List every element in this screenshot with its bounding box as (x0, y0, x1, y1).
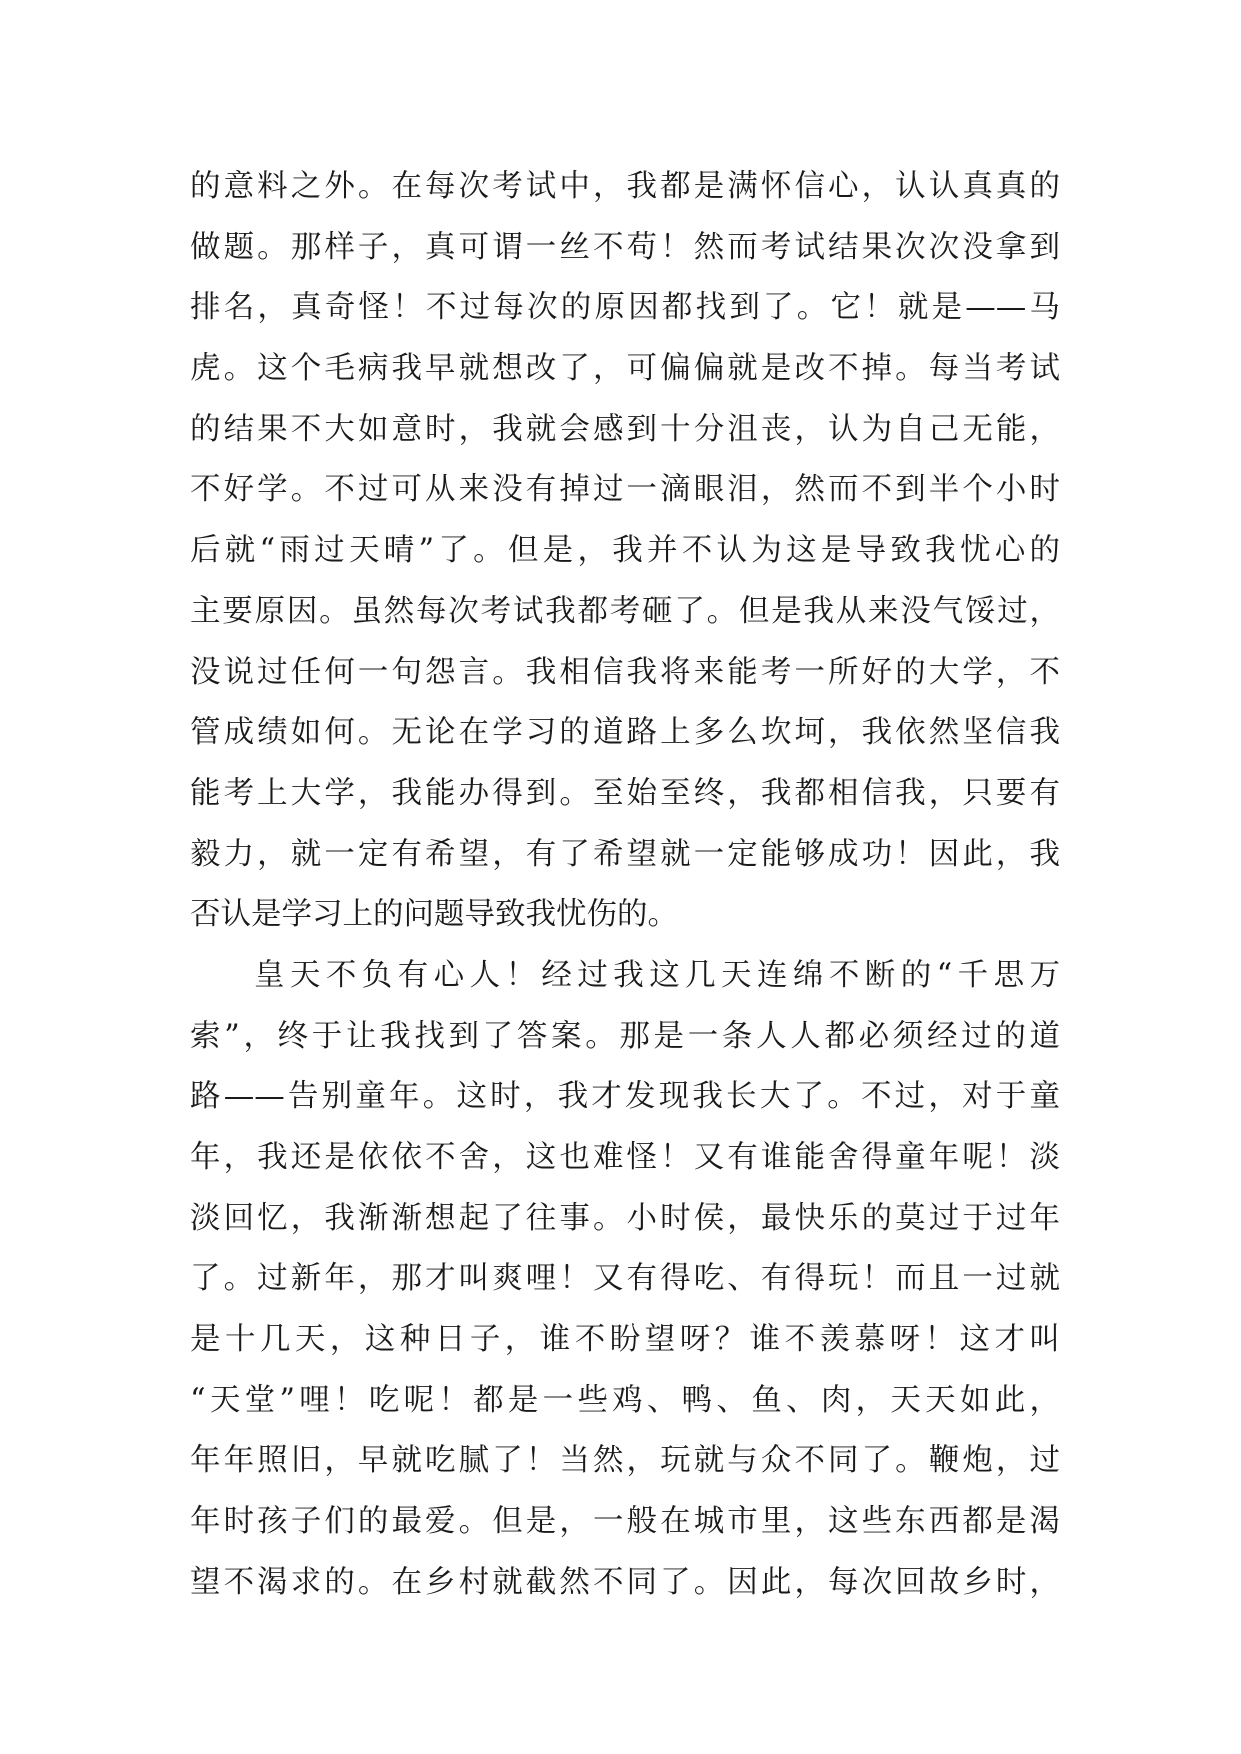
paragraph-1 (190, 157, 1060, 946)
text-line: 排名，真奇怪！不过每次的原因都找到了。它！就是——马 (190, 290, 1060, 326)
text-line: 了。过新年，那才叫爽哩！又有得吃、有得玩！而且一过就 (190, 1261, 1060, 1297)
text-line: 年年照旧，早就吃腻了！当然，玩就与众不同了。鞭炮，过 (190, 1443, 1060, 1479)
text-line: 管成绩如何。无论在学习的道路上多么坎坷，我依然坚信我 (190, 715, 1060, 751)
text-line: 否认是学习上的问题导致我忧伤的。 (190, 897, 678, 933)
text-line: 皇天不负有心人！经过我这几天连绵不断的“千思万 (254, 957, 1060, 993)
text-line: 年，我还是依依不舍，这也难怪！又有谁能舍得童年呢！淡 (190, 1140, 1060, 1175)
text-line: 的意料之外。在每次考试中，我都是满怀信心，认认真真的 (190, 169, 1060, 204)
text-line: 做题。那样子，真可谓一丝不苟！然而考试结果次次没拿到 (190, 229, 1060, 265)
text-line: 毅力，就一定有希望，有了希望就一定能够成功！因此，我 (190, 836, 1060, 872)
text-line: 年时孩子们的最爱。但是，一般在城市里，这些东西都是渴 (190, 1504, 1060, 1540)
text-line: 没说过任何一句怨言。我相信我将来能考一所好的大学，不 (190, 654, 1060, 690)
text-line: 的结果不大如意时，我就会感到十分沮丧，认为自己无能， (190, 411, 1060, 447)
text-line: 后就“雨过天晴”了。但是，我并不认为这是导致我忧心的 (190, 533, 1060, 569)
text-line: 索”，终于让我找到了答案。那是一条人人都必须经过的道 (190, 1018, 1060, 1054)
paragraph-2 (190, 946, 1060, 1614)
text-line: 虎。这个毛病我早就想改了，可偏偏就是改不掉。每当考试 (190, 351, 1060, 387)
text-line: 淡回忆，我渐渐想起了往事。小时侯，最快乐的莫过于过年 (190, 1200, 1060, 1236)
body-text (190, 157, 1060, 1614)
text-line: “天堂”哩！吃呢！都是一些鸡、鸭、鱼、肉，天天如此， (190, 1382, 1060, 1418)
text-line: 望不渴求的。在乡村就截然不同了。因此，每次回故乡时， (190, 1564, 1060, 1600)
text-line: 不好学。不过可从来没有掉过一滴眼泪，然而不到半个小时 (190, 472, 1060, 508)
text-line: 主要原因。虽然每次考试我都考砸了。但是我从来没气馁过， (190, 593, 1060, 629)
text-line: 路——告别童年。这时，我才发现我长大了。不过，对于童 (190, 1079, 1060, 1115)
text-line: 是十几天，这种日子，谁不盼望呀？谁不羡慕呀！这才叫 (190, 1322, 1060, 1358)
text-line: 能考上大学，我能办得到。至始至终，我都相信我，只要有 (190, 775, 1060, 811)
